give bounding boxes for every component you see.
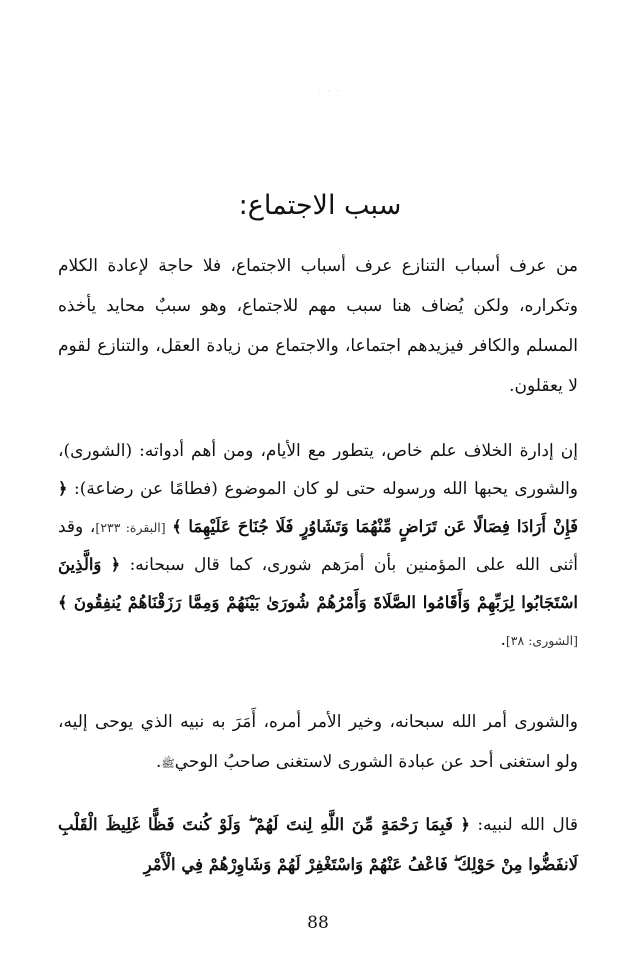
quran-bracket-open: ﴿ [58,479,68,498]
paragraph-4-intro: قال الله لنبيه: [477,815,579,835]
paragraph-2-intro: إن إدارة الخلاف علم خاص، يتطور مع الأيام، ومن أهم أدواته: (الشورى)، والشورى يحبها الله ورسوله حتى لو كان الموضوع (فطامًا عن رضاعة): [58,441,579,499]
paragraph-1-text: من عرف أسباب التنازع عرف أسباب الاجتماع، فلا حاجة لإعادة الكلام وتكراره، ولكن يُضاف هنا سبب مهم للاجتماع، وهو سببٌ محايد يأخذه المسلم والكافر فيزيدهم اجتماعا، والاجتماع من زيادة العقل، والتنازع لقوم لا يعقلون. [58,256,578,396]
quran-verse-shura: وَالَّذِينَ اسْتَجَابُوا لِرَبِّهِمْ وَأَقَامُوا الصَّلَاةَ وَأَمْرُهُمْ شُورَىٰ بَيْنَهُمْ وَمِمَّا رَزَقْنَاهُمْ يُنفِقُونَ [58,555,579,612]
paragraph-2 [58,433,578,659]
quran-bracket-close: ﴾ [172,517,182,536]
quran-verse-baqarah: فَإِنْ أَرَادَا فِصَالًا عَن تَرَاضٍ مِّنْهُمَا وَتَشَاوُرٍ فَلَا جُنَاحَ عَلَيْهِمَا [188,517,579,536]
paragraph-2-end: . [500,630,506,650]
verse-reference-shura: [الشورى: ٣٨] [505,633,578,648]
paragraph-1 [58,246,578,406]
paragraph-4 [58,805,578,885]
quran-bracket-open: ﴿ [460,815,470,834]
paragraph-2-middle: ، وقد أثنى الله على المؤمنين بأن أمرَهم شورى، كما قال سبحانه: [58,517,578,575]
quran-verse-al-imran: فَبِمَا رَحْمَةٍ مِّنَ اللَّهِ لِنتَ لَهُمْ ۖ وَلَوْ كُنتَ فَظًّا غَلِيظَ الْقَلْبِ لَانفَضُّوا مِنْ حَوْلِكَ ۖ فَاعْفُ عَنْهُمْ وَاسْتَغْفِرْ لَهُمْ وَشَاوِرْهُمْ فِي الْأَمْرِ [58,815,578,874]
section-heading: سبب الاجتماع: [238,190,402,221]
quran-bracket-open: ﴿ [110,555,121,574]
quran-bracket-close: ﴾ [58,593,68,612]
paragraph-3-end: . [156,752,162,772]
paragraph-3-text: والشورى أمر الله سبحانه، وخير الأمر أمره، أَمَرَ به نبيه الذي يوحى إليه، ولو استغنى أحد عن عبادة الشورى لاستغنى صاحبُ الوحي [58,712,578,772]
ornament-dots: · · · [318,87,342,96]
verse-reference-baqarah: [البقرة: ٢٣٣] [95,520,166,535]
pbuh-symbol: ﷺ [161,757,175,770]
page-number: 88 [307,913,329,933]
paragraph-3 [58,702,578,784]
